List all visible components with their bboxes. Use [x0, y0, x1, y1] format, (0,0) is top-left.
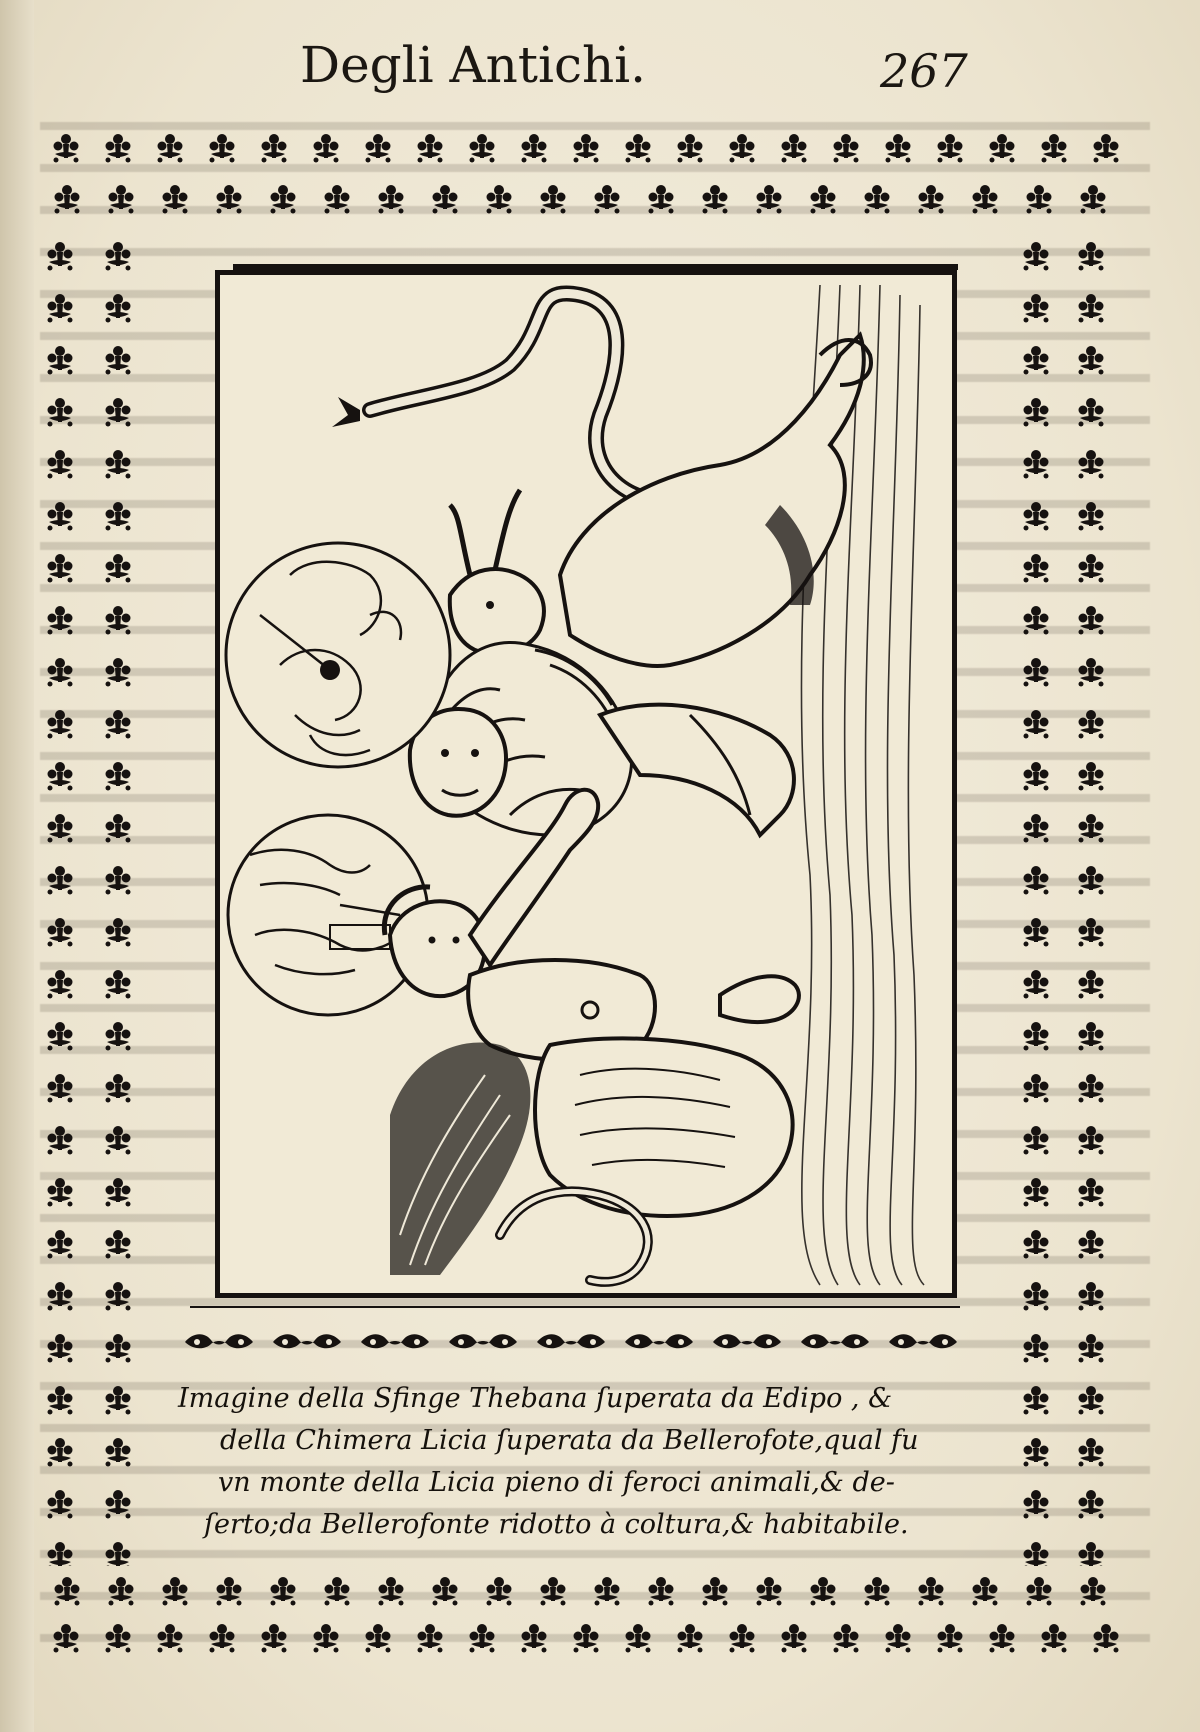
caption-line-3: vn monte della Licia pieno di feroci animali,& de- — [218, 1467, 895, 1498]
illustration-caption — [168, 1378, 1008, 1548]
caption-line-2: della Chimera Licia ſuperata da Bellerofote,qual fu — [220, 1425, 919, 1456]
right-border-outer — [1070, 230, 1112, 1566]
left-border-inner — [92, 230, 144, 1566]
right-border-inner — [1010, 230, 1062, 1566]
woodcut-illustration — [215, 270, 957, 1298]
page-number: 267 — [880, 44, 968, 98]
bottom-border-row-1 — [40, 1570, 1130, 1616]
scroll-frieze — [175, 1327, 975, 1357]
running-title: Degli Antichi. — [300, 36, 647, 94]
caption-line-4: ſerto;da Bellerofonte ridotto à coltura,& habitabile. — [204, 1509, 909, 1540]
top-border-row-1 — [40, 128, 1130, 168]
top-border-row-2 — [40, 176, 1130, 224]
left-border-outer — [40, 230, 80, 1566]
caption-line-1: Imagine della Sfinge Thebana ſuperata da Edipo , & — [178, 1383, 893, 1414]
bottom-border-row-2 — [40, 1620, 1130, 1664]
woodcut-drawing — [220, 275, 952, 1293]
